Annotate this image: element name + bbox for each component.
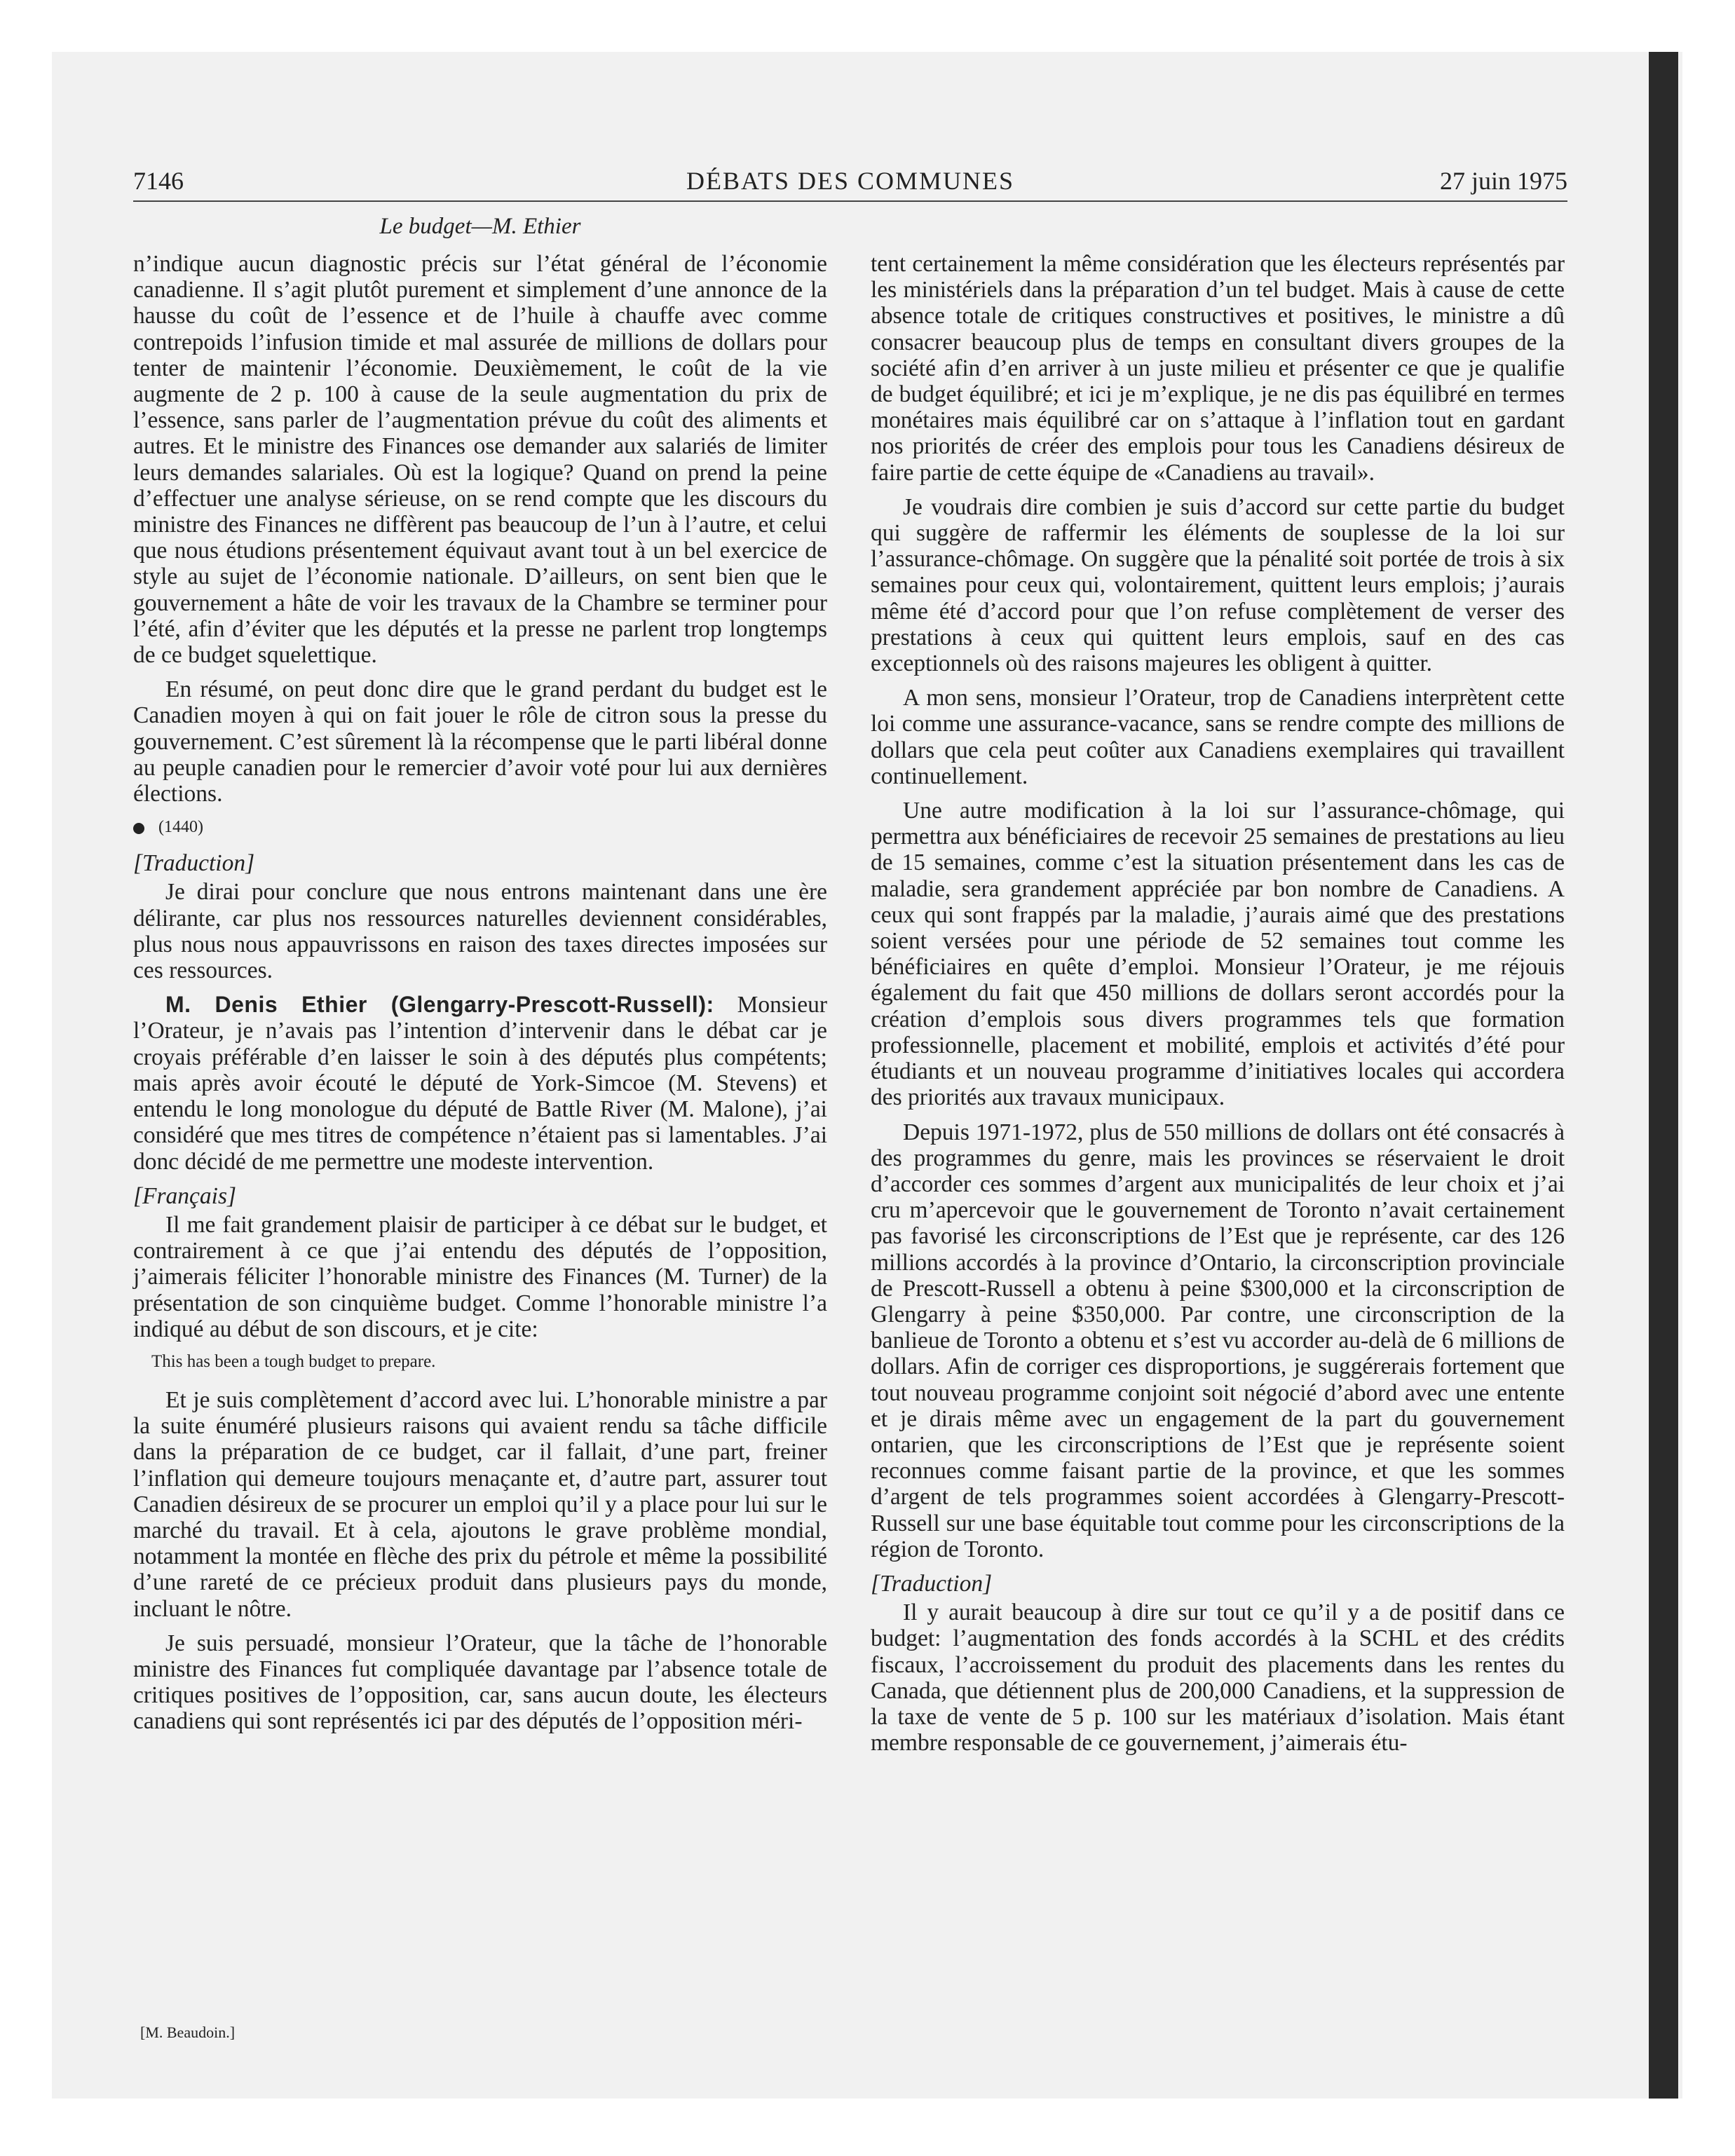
paragraph: Depuis 1971-1972, plus de 550 millions de dollars ont été consacrés à des programmes du genre, mais les provinces se réservaient le droit d’accorder ces sommes d’argent aux municipalités de leur choix et j’ai cru m’apercevoir que le gouvernement de Toronto n’avait certainement pas favorisé les circonscriptions de l’Est que je représente, car des 126 millions accordés à la province d’Ontario, la circonscription provinciale de Prescott-Russell a obtenu à peine $300,000 et la circonscription de Glengarry à peine $350,000. Par contre, une circonscription de la banlieue de Toronto a obtenu et s’est vu accorder au-delà de 6 millions de dollars. Afin de corriger ces disproportions, je suggérerais fortement que tout nouveau programme conjoint soit négocié d’abord avec une entente et je dirais même avec un engagement de la part du gouvernement ontarien, que les circonscriptions de l’Est que je représente soient reconnues comme faisant partie de la province, et que les sommes d’argent de tels programmes soient accordées à Glengarry-Prescott-Russell sur une base équitable tout comme pour les circonscriptions de la région de Toronto. <box>871 1119 1565 1562</box>
paragraph: n’indique aucun diagnostic précis sur l’état général de l’économie canadienne. Il s’agit plutôt purement et simplement d’une annonce de la hausse du coût de l’essence et de l’huile à chauffe avec comme contrepoids l’infusion timide et mal assurée de millions de dollars pour tenter de maintenir l’économie. Deuxièmement, le coût de la vie augmente de 2 p. 100 à cause de la seule augmentation du prix de l’essence, sans parler de l’augmentation prévue du coût des aliments et autres. Et le ministre des Finances ose demander aux salariés de limiter leurs demandes salariales. Où est la logique? Quand on prend la peine d’effectuer une analyse sérieuse, on se rend compte que les discours du ministre des Finances ne diffèrent pas beaucoup de l’un à l’autre, et celui que nous étudions présentement équivaut avant tout à un bel exercice de style au sujet de l’économie nationale. D’ailleurs, on sent bien que le gouvernement a hâte de voir les travaux de la Chambre se terminer pour l’été, afin d’éviter que les députés et la presse ne parlent trop longtemps de ce budget squelettique. <box>133 251 827 669</box>
section-subhead: Le budget—M. Ethier <box>379 214 581 239</box>
paragraph: Je voudrais dire combien je suis d’accord sur cette partie du budget qui suggère de raffermir les éléments de souplesse de la loi sur l’assurance-chômage. On suggère que la pénalité soit portée de trois à six semaines pour ceux qui, volontairement, quittent leurs emplois; j’aurais même été d’accord pour que l’on refuse complètement de verser des prestations à ceux qui quittent leurs emplois, sauf en des cas exceptionnels où des raisons majeures les obligent à quitter. <box>871 493 1565 677</box>
page-number: 7146 <box>133 167 184 195</box>
paragraph: Je dirai pour conclure que nous entrons maintenant dans une ère délirante, car plus nos ressources naturelles deviennent considérables, plus nous nous appauvrissons en raison des taxes directes imposées sur ces ressources. <box>133 879 827 984</box>
scan-edge <box>1649 52 1678 2099</box>
language-tag: [Traduction] <box>871 1570 993 1597</box>
paragraph: Une autre modification à la loi sur l’assurance-chômage, qui permettra aux bénéficiaires de recevoir 25 semaines de prestations au lieu de 15 semaines, comme c’est la situation présentement dans les cas de maladie, sera grandement appréciée par bon nombre de Canadiens. A ceux qui sont frappés par la maladie, j’aurais aimé que des prestations soient versées pour une période de 52 semaines tout comme les bénéficiaires en quête d’emploi. Monsieur l’Orateur, je me réjouis également du fait que 450 millions de dollars seront accordés pour la création d’emplois sous divers programmes tels que formation professionnelle, placement et mobilité, emplois et activités d’été pour étudiants et un nouveau programme d’initiatives locales qui accordera des priorités aux travaux municipaux. <box>871 798 1565 1111</box>
speech-paragraph <box>133 992 827 1174</box>
right-column <box>871 251 1565 1764</box>
running-head <box>133 163 1567 199</box>
language-tag: [Français] <box>133 1182 237 1209</box>
journal-title: DÉBATS DES COMMUNES <box>686 167 1015 195</box>
time-marker-text: (1440) <box>158 818 203 837</box>
time-marker <box>133 817 827 838</box>
issue-date: 27 juin 1975 <box>1439 167 1567 195</box>
paragraph: En résumé, on peut donc dire que le grand perdant du budget est le Canadien moyen à qui on fait jouer le rôle de citron sous la presse du gouvernement. C’est sûrement là la récompense que le parti libéral donne au peuple canadien pour le remercier d’avoir voté pour lui aux dernières élections. <box>133 676 827 807</box>
speech-text: Monsieur l’Orateur, je n’avais pas l’intention d’intervenir dans le débat car je croyais préférable d’en laisser le soin à des députés plus compétents; mais après avoir écouté le député de York-Simcoe (M. Stevens) et entendu le long monologue du député de Battle River (M. Malone), j’ai considéré que mes titres de compétence n’étaient pas si lamentables. J’ai donc décidé de me permettre une modeste intervention. <box>133 992 828 1175</box>
left-column <box>133 251 827 1743</box>
paragraph: Il y aurait beaucoup à dire sur tout ce qu’il y a de positif dans ce budget: l’augmentation des fonds accordés à la SCHL et des crédits fiscaux, l’accroissement du produit des placements dans les rentes du Canada, que détiennent plus de 200,000 Canadiens, et la suppression de la taxe de vente de 5 p. 100 sur les matériaux d’isolation. Mais étant membre responsable de ce gouvernement, j’aimerais étu- <box>871 1599 1565 1756</box>
speaker-name: M. Denis Ethier (Glengarry-Prescott-Russell): <box>165 992 714 1018</box>
header-rule <box>133 200 1567 202</box>
footer-note: [M. Beaudoin.] <box>140 2024 236 2041</box>
paragraph: Je suis persuadé, monsieur l’Orateur, que la tâche de l’honorable ministre des Finances fut compliquée davantage par l’absence totale de critiques positives de l’opposition, car, sans aucun doute, les électeurs canadiens qui sont représentés ici par des députés de l’opposition méri- <box>133 1630 827 1735</box>
paragraph: tent certainement la même considération que les électeurs représentés par les ministériels dans la préparation d’un tel budget. Mais à cause de cette absence totale de critiques constructives et positives, le ministre a dû consacrer beaucoup plus de temps en consultant divers groupes de la société afin d’en arriver à un juste milieu et présenter ce que je qualifie de budget équilibré; et ici je m’explique, je ne dis pas équilibré en termes monétaires mais équilibré car on s’attaque à l’inflation tout en gardant nos priorités de créer des emplois pour tous les Canadiens désireux de faire partie de cette équipe de «Canadiens au travail». <box>871 251 1565 486</box>
block-quote: This has been a tough budget to prepare. <box>151 1351 436 1371</box>
paragraph: Il me fait grandement plaisir de participer à ce débat sur le budget, et contrairement à ce que j’ai entendu des députés de l’opposition, j’aimerais féliciter l’honorable ministre des Finances (M. Turner) de la présentation de son cinquième budget. Comme l’honorable ministre l’a indiqué au début de son discours, et je cite: <box>133 1211 827 1342</box>
bullet-icon <box>133 823 144 834</box>
paragraph: A mon sens, monsieur l’Orateur, trop de Canadiens interprètent cette loi comme une assurance-vacance, sans se rendre compte des millions de dollars que cela peut coûter aux Canadiens exemplaires qui travaillent continuellement. <box>871 685 1565 789</box>
paragraph: Et je suis complètement d’accord avec lui. L’honorable ministre a par la suite énuméré plusieurs raisons qui avaient rendu sa tâche difficile dans la préparation de ce budget, car il fallait, d’une part, freiner l’inflation qui demeure toujours menaçante et, d’autre part, assurer tout Canadien désireux de se procurer un emploi qu’il y a place pour lui sur le marché du travail. Et à cela, ajoutons le grave problème mondial, notamment la montée en flèche des prix du pétrole et même la possibilité d’une rareté de ce précieux produit dans plusieurs pays du monde, incluant le nôtre. <box>133 1386 827 1622</box>
language-tag: [Traduction] <box>133 850 255 877</box>
